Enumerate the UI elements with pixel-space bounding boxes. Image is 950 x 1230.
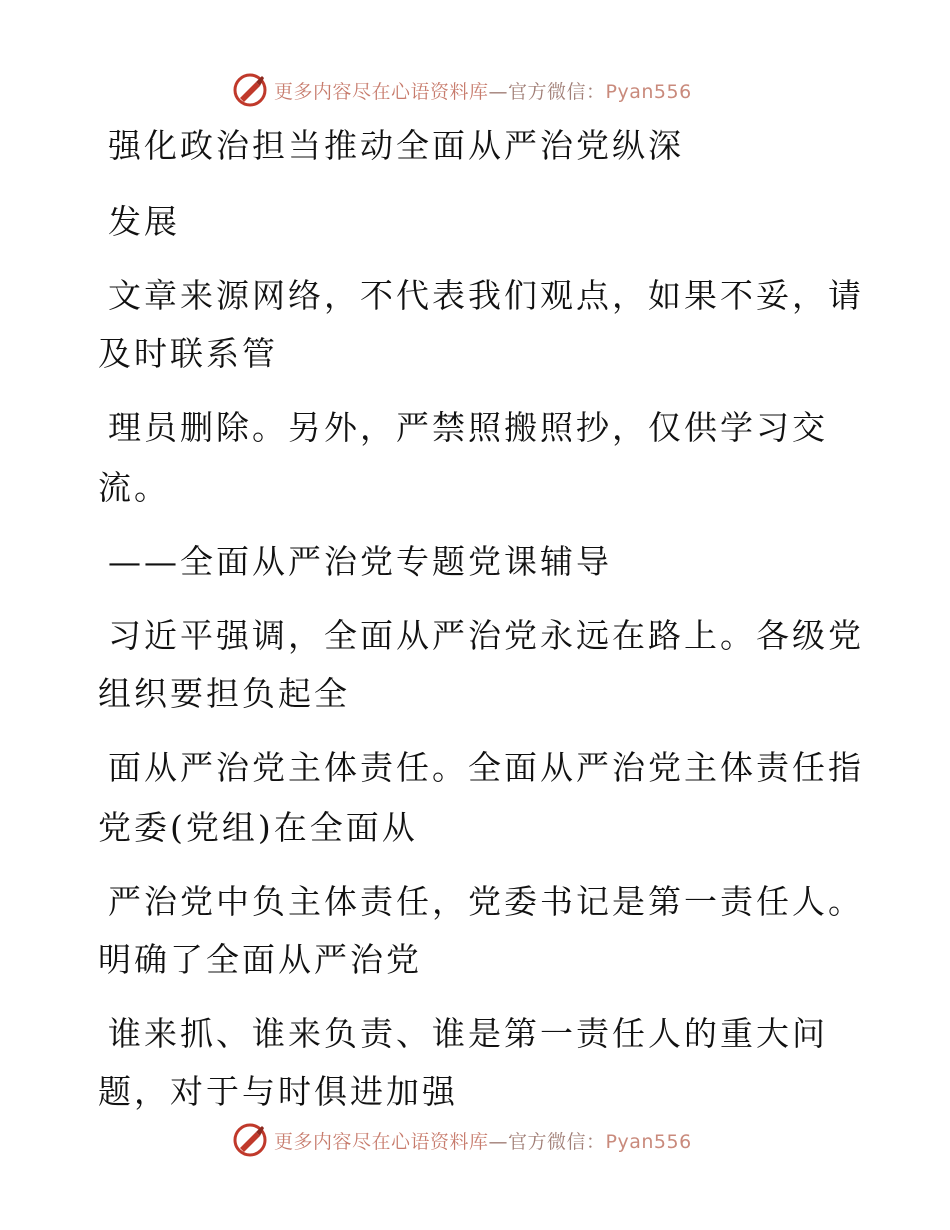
paragraph-line: 及时联系管 [98,334,278,373]
pen-logo-icon [232,72,268,108]
paragraph-line: 流。 [98,468,170,507]
paragraph-line: 文章来源网络，不代表我们观点，如果不妥，请 [108,276,864,315]
paragraph-line: 习近平强调，全面从严治党永远在路上。各级党 [108,616,864,655]
paragraph-line: 题，对于与时俱进加强 [98,1072,458,1111]
paragraph-line: 明确了全面从严治党 [98,940,422,979]
footer-watermark [232,1120,692,1160]
paragraph-line: 组织要担负起全 [98,674,350,713]
header-watermark [232,70,692,110]
watermark-text: 更多内容尽在心语资料库—官方微信：Pyan556 [274,80,692,103]
paragraph-line: 谁来抓、谁来负责、谁是第一责任人的重大问 [108,1014,828,1053]
title-line-1: 强化政治担当推动全面从严治党纵深 [108,126,684,165]
watermark-text: 更多内容尽在心语资料库—官方微信：Pyan556 [274,1130,692,1153]
title-line-2: 发展 [108,202,180,241]
subtitle-line: ——全面从严治党专题党课辅导 [108,542,612,581]
paragraph-line: 党委(党组)在全面从 [98,808,418,847]
paragraph-line: 严治党中负主体责任，党委书记是第一责任人。 [108,882,864,921]
pen-logo-icon [232,1122,268,1158]
paragraph-line: 理员删除。另外，严禁照搬照抄，仅供学习交 [108,408,828,447]
paragraph-line: 面从严治党主体责任。全面从严治党主体责任指 [108,748,864,787]
